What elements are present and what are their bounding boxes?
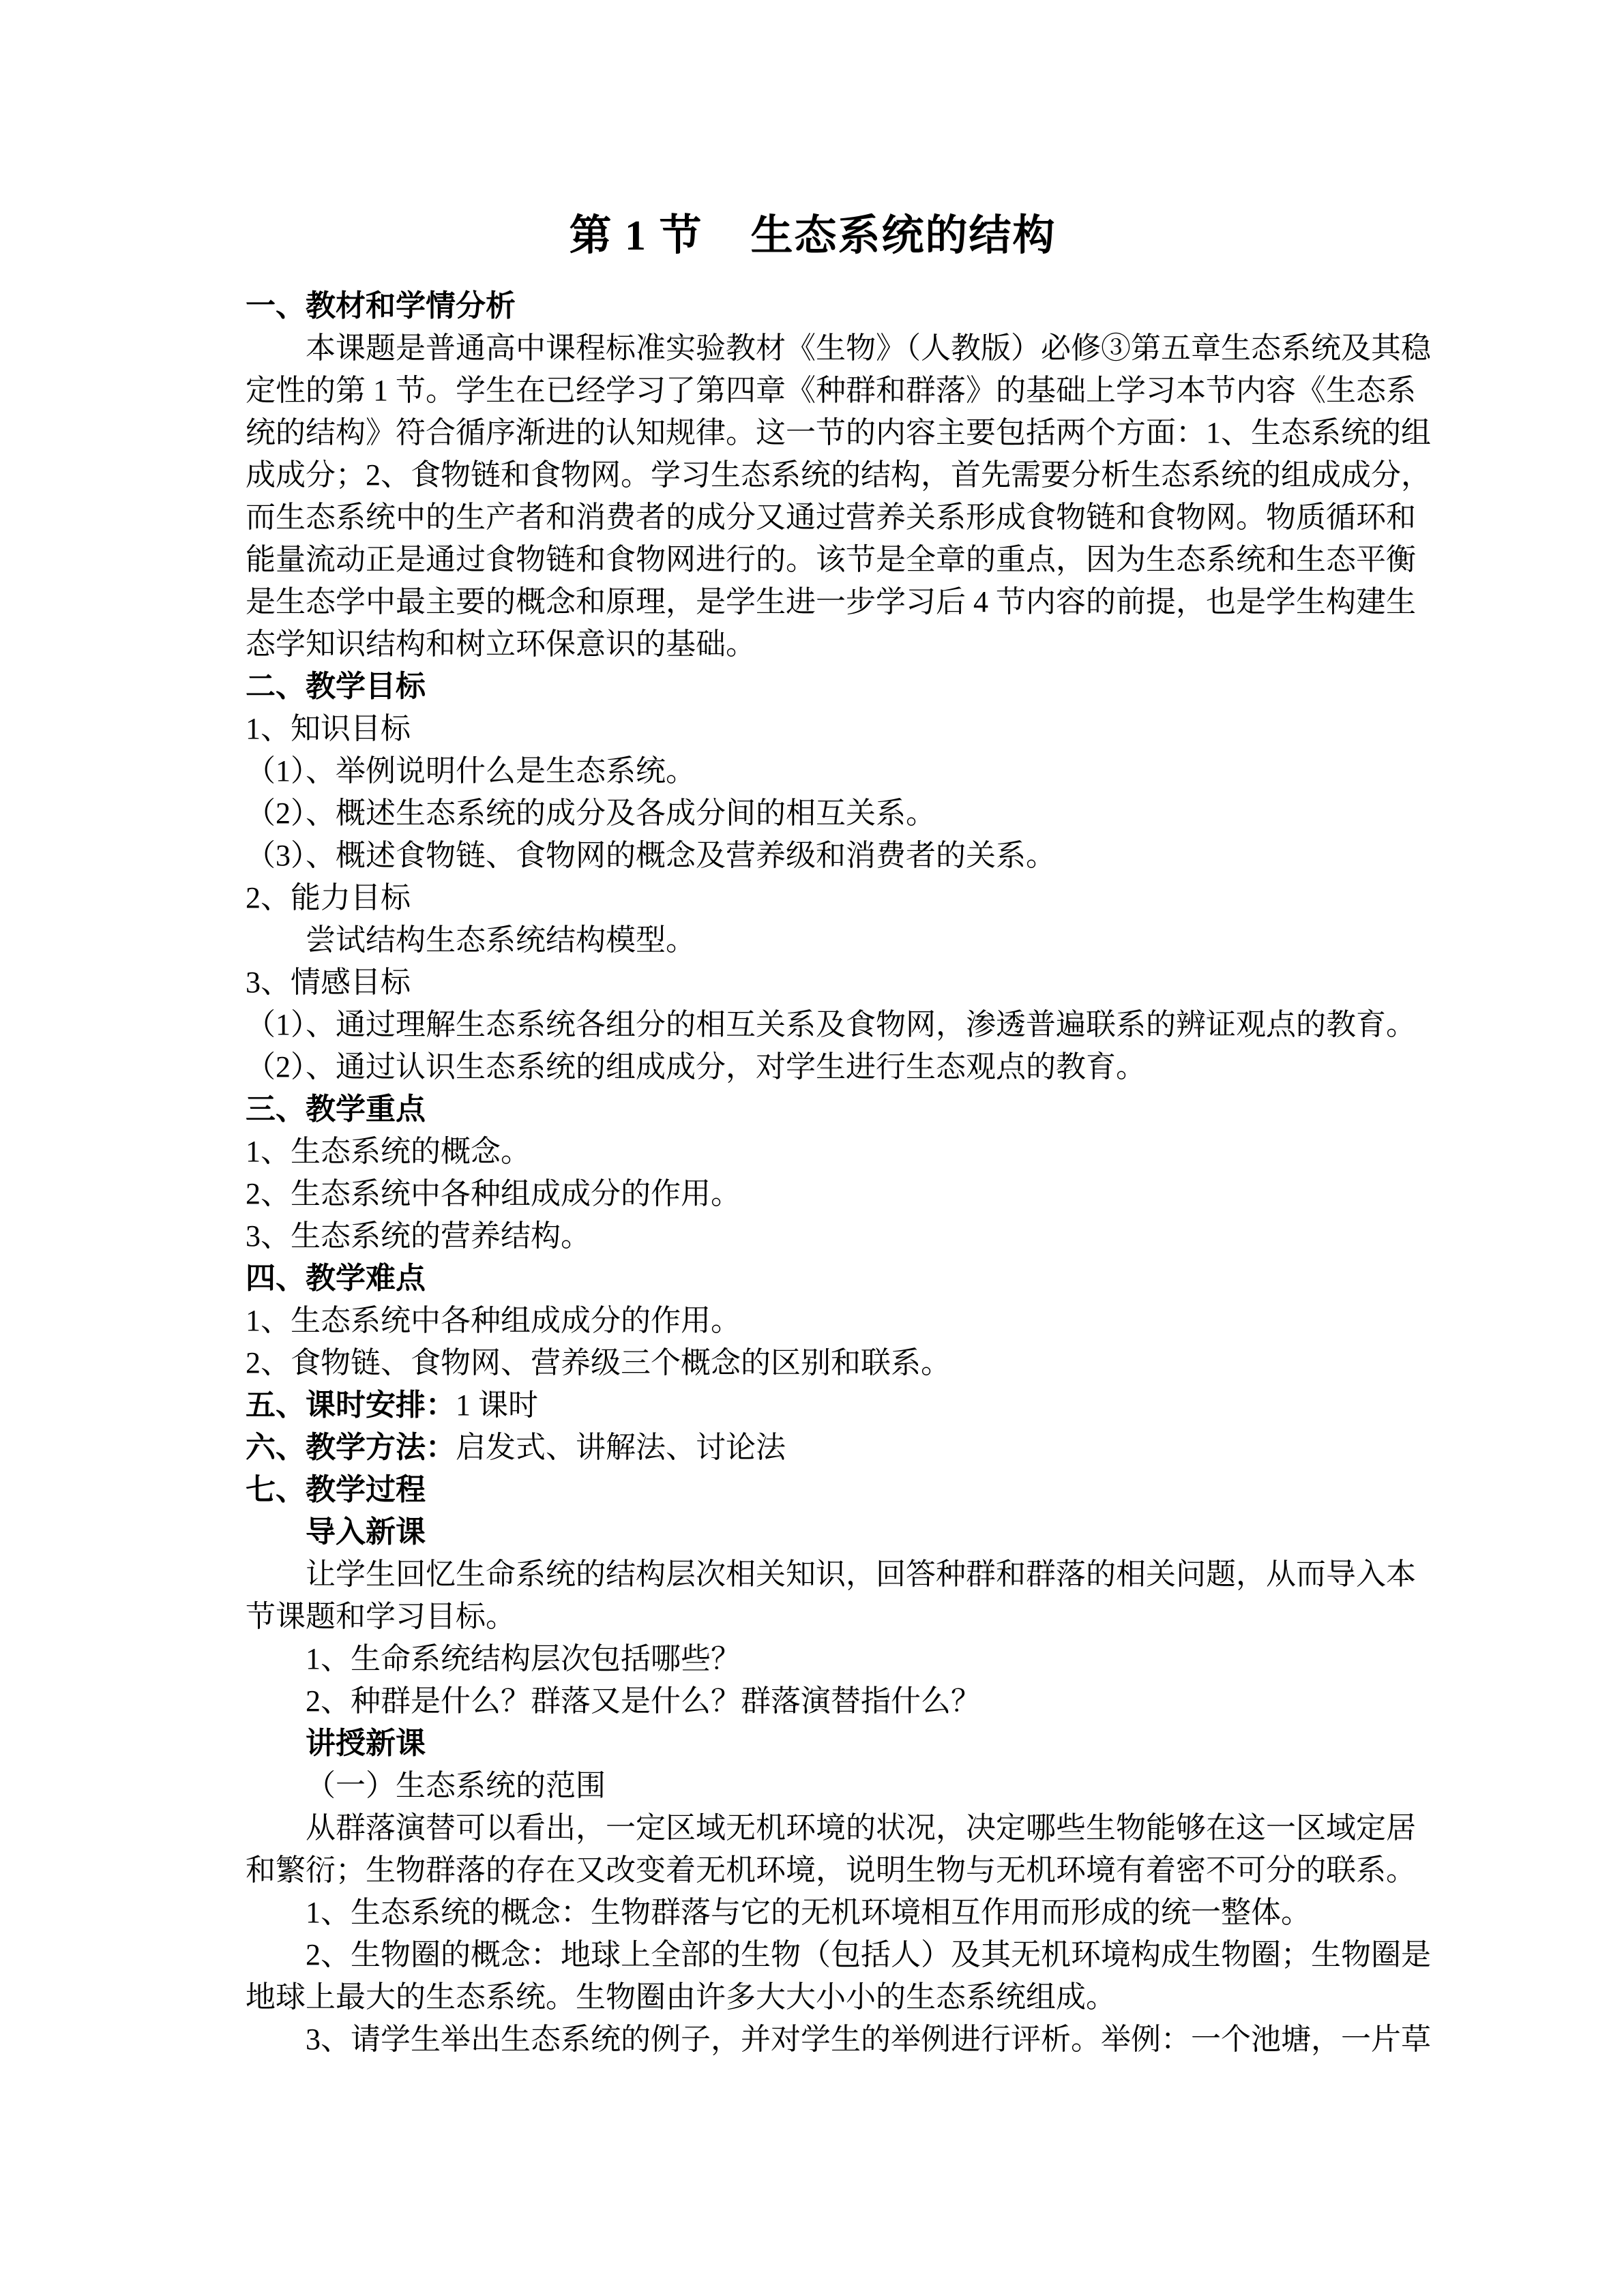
paragraph-line [246, 327, 1431, 370]
doc-line-segment: 2、生物圈的概念：地球上全部的生物（包括人）及其无机环境构成生物圈；生物圈是 [306, 1938, 1431, 1971]
doc-line-segment: 节课题和学习目标。 [246, 1600, 516, 1633]
list-item [246, 1934, 1431, 1976]
doc-line-segment: 3、生态系统的营养结构。 [246, 1219, 591, 1253]
list-item [246, 708, 1380, 750]
paragraph-line [246, 412, 1431, 454]
doc-line-segment: 启发式、讲解法、讨论法 [456, 1431, 786, 1464]
doc-line-segment-bold: 导入新课 [306, 1515, 426, 1549]
doc-line-segment: 让学生回忆生命系统的结构层次相关知识，回答种群和群落的相关问题，从而导入本 [306, 1557, 1416, 1591]
section-heading-3 [246, 1088, 1380, 1131]
doc-line-segment: 1、生态系统中各种组成成分的作用。 [246, 1304, 741, 1337]
doc-line-segment-bold: 讲授新课 [306, 1727, 426, 1760]
paragraph-line [246, 496, 1416, 539]
doc-line-segment-bold: 六、教学方法： [246, 1431, 456, 1464]
doc-line-segment: 2、生态系统中各种组成成分的作用。 [246, 1177, 741, 1210]
paragraph-line [246, 1849, 1416, 1892]
doc-line-segment-bold: 七、教学过程 [246, 1473, 426, 1506]
list-item [246, 1004, 1416, 1046]
list-item [246, 961, 1380, 1004]
section-heading-1 [246, 285, 1380, 327]
doc-line-segment: 1、生态系统的概念。 [246, 1135, 531, 1168]
paragraph-line [246, 1553, 1416, 1596]
doc-line-segment: （2）、通过认识生态系统的组成成分，对学生进行生态观点的教育。 [246, 1050, 1146, 1084]
section-heading-6 [246, 1427, 1380, 1469]
list-item [246, 1342, 1380, 1384]
list-item [246, 1173, 1380, 1215]
doc-line-segment: 3、请学生举出生态系统的例子，并对学生的举例进行评析。举例：一个池塘，一片草 [306, 2023, 1431, 2056]
doc-line-segment: 3、情感目标 [246, 966, 411, 999]
doc-line-segment-bold: 二、教学目标 [246, 670, 426, 703]
doc-line-segment: （1）、举例说明什么是生态系统。 [246, 754, 696, 788]
doc-line-segment: （3）、概述食物链、食物网的概念及营养级和消费者的关系。 [246, 839, 1056, 872]
list-item [246, 1215, 1380, 1257]
paragraph-line [246, 454, 1431, 496]
list-item [246, 1765, 1380, 1807]
list-item [246, 2018, 1431, 2061]
doc-line-segment: 1、生态系统的概念：生物群落与它的无机环境相互作用而形成的统一整体。 [306, 1896, 1311, 1929]
doc-line-segment: 2、能力目标 [246, 881, 411, 914]
doc-line-segment: 态学知识结构和树立环保意识的基础。 [246, 627, 756, 661]
doc-line-segment: （1）、通过理解生态系统各组分的相互关系及食物网，渗透普遍联系的辨证观点的教育。 [246, 1008, 1416, 1041]
list-item [246, 835, 1380, 877]
doc-line-segment-bold: 五、课时安排： [246, 1388, 456, 1422]
list-item [246, 1680, 1380, 1723]
section-heading-7 [246, 1469, 1380, 1511]
list-item [246, 1046, 1380, 1088]
document-title: 第 1 节 生态系统的结构 [569, 213, 1057, 259]
doc-line-segment: 1、知识目标 [246, 712, 411, 745]
doc-line-segment: 和繁衍；生物群落的存在又改变着无机环境，说明生物与无机环境有着密不可分的联系。 [246, 1853, 1416, 1887]
list-item [246, 750, 1380, 792]
doc-line-segment: 地球上最大的生态系统。生物圈由许多大大小小的生态系统组成。 [246, 1980, 1116, 2014]
doc-line-segment: 而生态系统中的生产者和消费者的成分又通过营养关系形成食物链和食物网。物质循环和 [246, 501, 1416, 534]
doc-line-segment: 尝试结构生态系统结构模型。 [306, 923, 696, 957]
doc-line-segment: 1 课时 [456, 1388, 538, 1422]
document-body [246, 285, 1431, 2061]
sub-heading [246, 1511, 1380, 1553]
doc-line-segment: 1、生命系统结构层次包括哪些？ [306, 1642, 741, 1675]
doc-line-segment: 成成分；2、食物链和食物网。学习生态系统的结构，首先需要分析生态系统的组成成分， [246, 458, 1431, 492]
doc-line-segment: 定性的第 1 节。学生在已经学习了第四章《种群和群落》的基础上学习本节内容《生态系 [246, 374, 1416, 407]
section-heading-5 [246, 1384, 1380, 1427]
list-item [246, 877, 1380, 919]
doc-line-segment: 本课题是普通高中课程标准实验教材《生物》（人教版）必修③第五章生态系统及其稳 [306, 331, 1431, 365]
doc-line-segment: （2）、概述生态系统的成分及各成分间的相互关系。 [246, 796, 936, 830]
doc-line-segment: 是生态学中最主要的概念和原理，是学生进一步学习后 4 节内容的前提，也是学生构建生 [246, 585, 1416, 618]
doc-line-segment: 从群落演替可以看出，一定区域无机环境的状况，决定哪些生物能够在这一区域定居 [306, 1811, 1416, 1845]
doc-line-segment-bold: 一、教材和学情分析 [246, 289, 516, 323]
paragraph-line [246, 539, 1416, 581]
list-item [246, 1131, 1380, 1173]
doc-line-segment-bold: 三、教学重点 [246, 1092, 426, 1126]
paragraph-line [246, 370, 1416, 412]
paragraph-line [246, 919, 1380, 961]
doc-line-segment-bold: 四、教学难点 [246, 1262, 426, 1295]
doc-line-segment: 能量流动正是通过食物链和食物网进行的。该节是全章的重点，因为生态系统和生态平衡 [246, 543, 1416, 576]
section-heading-4 [246, 1257, 1380, 1300]
list-item [246, 1300, 1380, 1342]
doc-line-segment: （一）生态系统的范围 [306, 1769, 606, 1802]
paragraph-line [246, 623, 1380, 666]
sub-heading [246, 1723, 1380, 1765]
doc-line-segment: 2、食物链、食物网、营养级三个概念的区别和联系。 [246, 1346, 951, 1380]
list-item [246, 1638, 1380, 1680]
section-heading-2 [246, 666, 1380, 708]
list-item [246, 792, 1380, 835]
doc-line-segment: 2、种群是什么？群落又是什么？群落演替指什么？ [306, 1684, 981, 1718]
paragraph-line [246, 1596, 1380, 1638]
paragraph-line [246, 1807, 1416, 1849]
list-item [246, 1892, 1380, 1934]
paragraph-line [246, 1976, 1380, 2018]
doc-line-segment: 统的结构》符合循序渐进的认知规律。这一节的内容主要包括两个方面：1、生态系统的组 [246, 416, 1431, 449]
paragraph-line [246, 581, 1416, 623]
